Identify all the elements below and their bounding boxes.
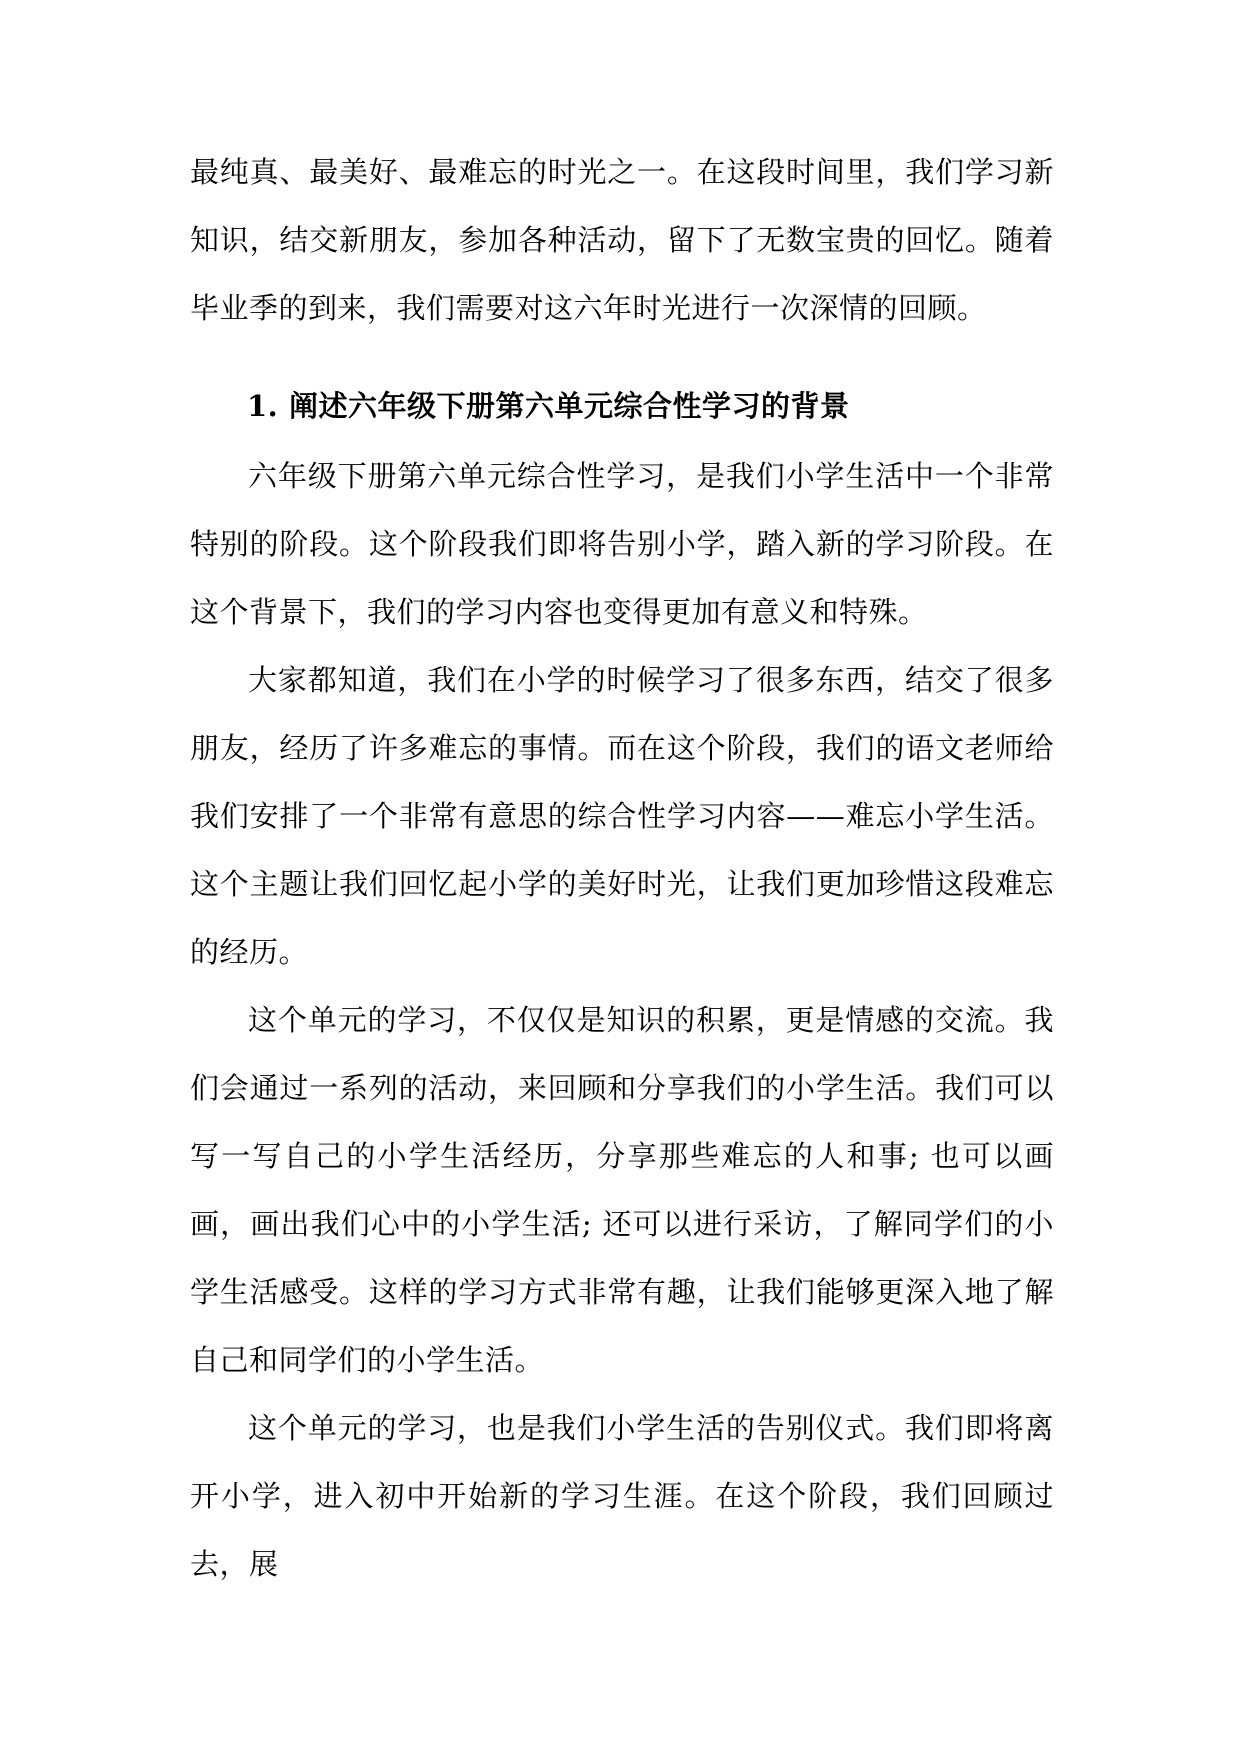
body-paragraph-4: 这个单元的学习，也是我们小学生活的告别仪式。我们即将离开小学，进入初中开始新的学习生涯。在这个阶段，我们回顾过去，展 [190,1411,1054,1581]
body-paragraph-3: 这个单元的学习，不仅仅是知识的积累，更是情感的交流。我们会通过一系列的活动，来回顾和分享我们的小学生活。我们可以写一写自己的小学生活经历，分享那些难忘的人和事; 也可以画画，画出我们心中的小学生活; 还可以进行采访，了解同学们的小学生活感受。这样的学习方式非常有趣，让我们能够更深入地了解自己和同学们的小学生活。 [190,1003,1054,1377]
section-heading [190,372,1054,440]
intro-paragraph: 最纯真、最美好、最难忘的时光之一。在这段时间里，我们学习新知识，结交新朋友，参加各种活动，留下了无数宝贵的回忆。随着毕业季的到来，我们需要对这六年时光进行一次深情的回顾。 [190,155,1054,325]
body-paragraph-2: 大家都知道，我们在小学的时候学习了很多东西，结交了很多朋友，经历了许多难忘的事情。而在这个阶段，我们的语文老师给我们安排了一个非常有意思的综合性学习内容——难忘小学生活。这个主题让我们回忆起小学的美好时光，让我们更加珍惜这段难忘的经历。 [190,663,1054,969]
document-page [190,138,1054,1598]
body-paragraph-1: 六年级下册第六单元综合性学习，是我们小学生活中一个非常特别的阶段。这个阶段我们即将告别小学，踏入新的学习阶段。在这个背景下，我们的学习内容也变得更加有意义和特殊。 [190,459,1054,629]
section-title: 阐述六年级下册第六单元综合性学习的背景 [289,389,850,423]
section-number: 1. [247,389,279,423]
